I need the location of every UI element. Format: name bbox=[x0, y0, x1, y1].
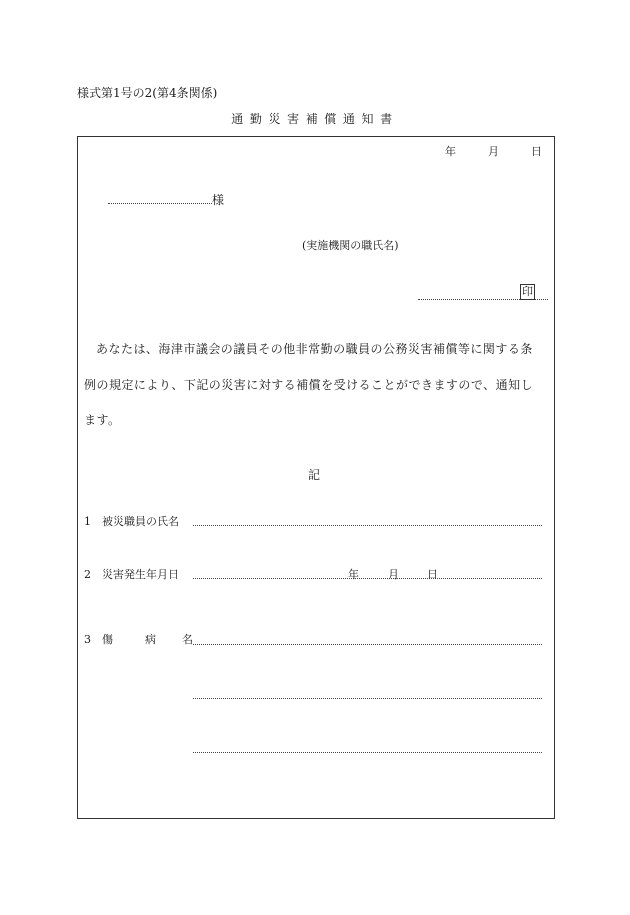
body-text-line-1: あなたは、海津市議会の議員その他非常勤の職員の公務災害補償等に関する条 bbox=[96, 342, 533, 356]
seal-mark: 印 bbox=[522, 285, 533, 298]
item-text-part: 傷 bbox=[102, 633, 113, 646]
item-2-month: 月 bbox=[388, 568, 399, 581]
item-3-entry-line-2[interactable] bbox=[193, 698, 542, 699]
form-number-label: 様式第1号の2(第4条関係) bbox=[77, 86, 218, 100]
year-label: 年 bbox=[445, 145, 456, 158]
item-number: 2 bbox=[84, 568, 91, 581]
item-2-label bbox=[84, 566, 179, 582]
item-3-entry-line-1[interactable] bbox=[193, 644, 542, 645]
item-2-entry-line[interactable] bbox=[193, 578, 542, 579]
item-text: 被災職員の氏名 bbox=[102, 515, 179, 528]
item-1-label bbox=[84, 513, 179, 529]
item-3-entry-line-3[interactable] bbox=[193, 752, 542, 753]
item-text-part: 名 bbox=[182, 633, 193, 646]
month-label: 月 bbox=[488, 145, 499, 158]
addressee-name-line[interactable] bbox=[108, 203, 212, 204]
ki-heading: 記 bbox=[308, 468, 321, 482]
addressee-suffix: 様 bbox=[212, 193, 225, 207]
item-text-part: 病 bbox=[145, 633, 156, 646]
item-2-year: 年 bbox=[348, 568, 359, 581]
day-label: 日 bbox=[531, 145, 542, 158]
body-text-line-3: ます。 bbox=[84, 413, 121, 427]
item-number: 3 bbox=[84, 633, 91, 646]
item-text: 災害発生年月日 bbox=[102, 568, 179, 581]
issue-date bbox=[445, 143, 542, 159]
document-title: 通勤災害補償通知書 bbox=[231, 112, 399, 126]
item-3-label bbox=[84, 631, 193, 647]
body-text-line-2: 例の規定により、下記の災害に対する補償を受けることができますので、通知し bbox=[84, 378, 534, 392]
item-2-day: 日 bbox=[427, 568, 438, 581]
item-1-entry-line[interactable] bbox=[193, 525, 542, 526]
item-number: 1 bbox=[84, 515, 91, 528]
agency-name-label: (実施機関の職氏名) bbox=[302, 239, 399, 252]
